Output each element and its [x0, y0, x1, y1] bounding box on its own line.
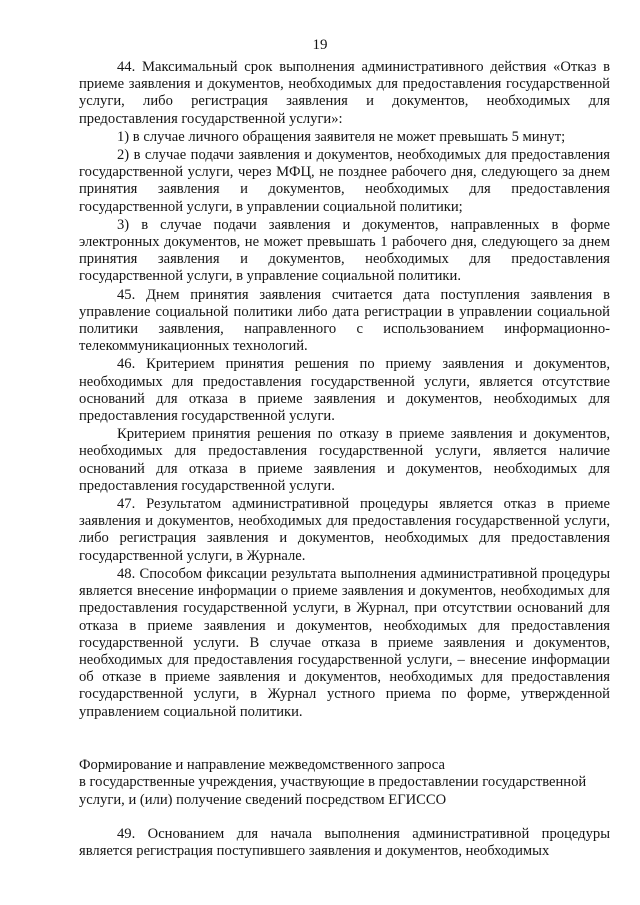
section-heading-line-3: услуги, и (или) получение сведений посредством ЕГИССО	[79, 791, 447, 808]
page-number: 19	[312, 37, 328, 53]
paragraph-49: 49. Основанием для начала выполнения административной процедуры является регистрация поступившего заявления и документов, необходимых	[79, 825, 610, 860]
paragraph-48: 48. Способом фиксации результата выполнения административной процедуры является внесение информации о приеме заявления и документов, необходимых для предоставления государственной услуги, в Журнал, при отсутствии оснований для отказа в приеме заявления и документов, необходимых для предоставления государственной услуги. В случае отказа в приеме заявления и документов, необходимых для предоставления государственной услуги, – внесение информации об отказе в приеме заявления и документов, необходимых для предоставления государственной услуги, в Журнал устного приема по форме, утвержденной управлением социальной политики.	[79, 565, 610, 720]
paragraph-46: 46. Критерием принятия решения по приему заявления и документов, необходимых для предоставления государственной услуги, является отсутствие оснований для отказа в приеме заявления и документов, необходимых для предоставления государственной услуги.	[79, 356, 610, 425]
paragraph-44-item-1: 1) в случае личного обращения заявителя не может превышать 5 минут;	[117, 128, 566, 145]
section-heading-line-2: в государственные учреждения, участвующие в предоставлении государственной	[79, 774, 587, 791]
paragraph-44-item-2: 2) в случае подачи заявления и документов, необходимых для предоставления государственной услуги, через МФЦ, не позднее рабочего дня, следующего за днем принятия заявления и документов, необходимых для предоставления государственной услуги, в управлении социальной политики;	[79, 147, 610, 215]
paragraph-47: 47. Результатом административной процедуры является отказ в приеме заявления и документов, необходимых для предоставления государственной услуги, либо регистрация заявления и документов, необходимых для предоставления государственной услуги, в Журнале.	[79, 496, 610, 564]
paragraph-46-criterion-refusal: Критерием принятия решения по отказу в приеме заявления и документов, необходимых для предоставления государственной услуги, является наличие оснований для отказа в приеме заявления и документов, необходимых для предоставления государственной услуги.	[79, 426, 610, 494]
paragraph-44: 44. Максимальный срок выполнения административного действия «Отказ в приеме заявления и документов, необходимых для предоставления государственной услуги, либо регистрация заявления и документов, необходимых для предоставления государственной услуги»:	[79, 59, 610, 127]
section-heading-line-1: Формирование и направление межведомственного запроса	[79, 756, 445, 773]
document-body	[79, 59, 610, 860]
paragraph-45: 45. Днем принятия заявления считается дата поступления заявления в управление социальной политики либо дата регистрации в управлении социальной политики заявления, направленного с использованием информационно-телекоммуникационных технологий.	[79, 286, 610, 355]
section-heading	[79, 757, 610, 809]
paragraph-44-item-3: 3) в случае подачи заявления и документов, направленных в форме электронных документов, не может превышать 1 рабочего дня, следующего за днем принятия заявления и документов, необходимых для предоставления государственной услуги, в управление социальной политики.	[79, 216, 610, 285]
